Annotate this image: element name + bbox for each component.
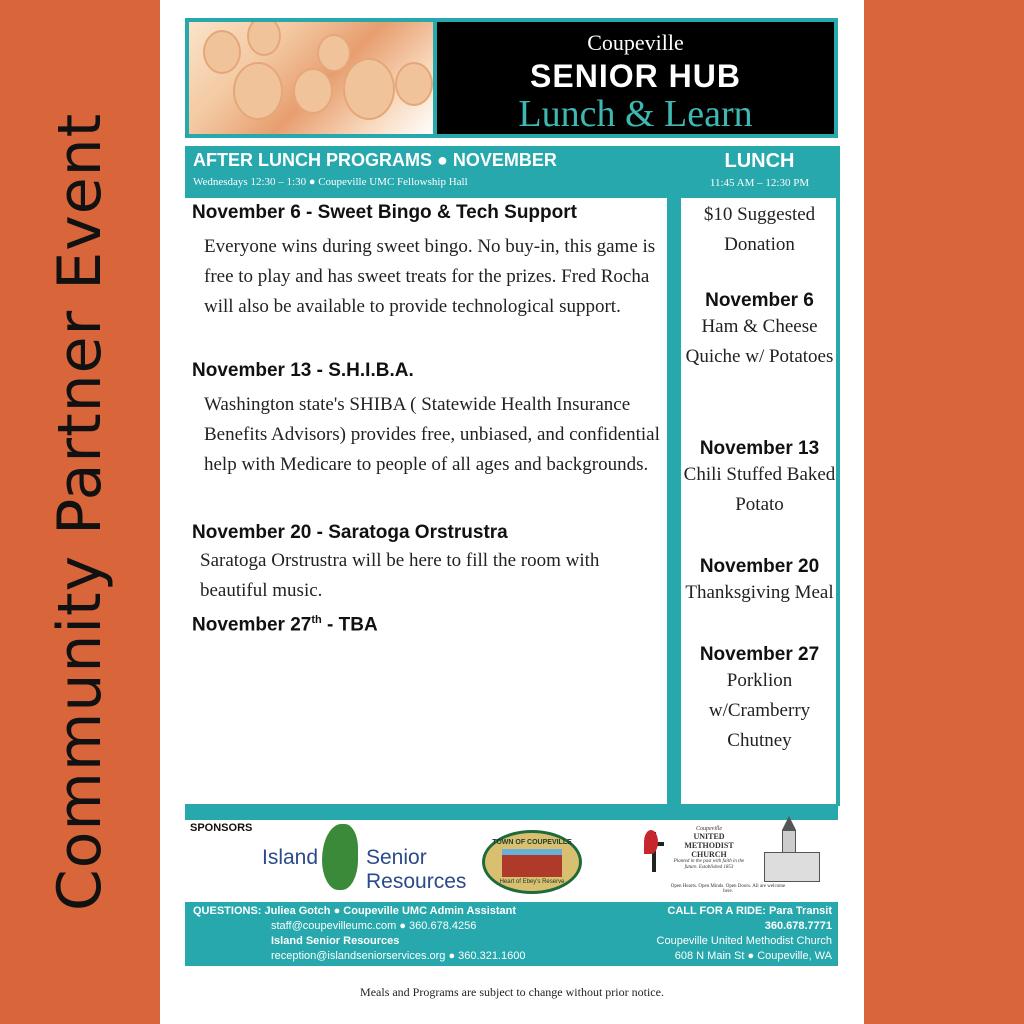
menu-date: November 20	[699, 556, 820, 577]
lunch-donation	[681, 200, 838, 260]
programs-header	[185, 146, 669, 198]
event-description: Saratoga Orstrustra will be here to fill the room with beautiful music.	[200, 550, 600, 601]
ride-label: CALL FOR A RIDE: Para Transit	[667, 905, 832, 917]
questions-contact: QUESTIONS: Juliea Gotch ● Coupeville UMC Admin Assistant	[193, 905, 517, 917]
event-title: November 13 - S.H.I.B.A.	[192, 360, 414, 381]
side-banner-text: Community Partner Event	[45, 112, 115, 912]
barn-icon	[502, 849, 562, 877]
church-name: Coupeville United Methodist Church	[656, 935, 832, 947]
programs-subheading: Wednesdays 12:30 – 1:30 ● Coupeville UMC Fellowship Hall	[193, 176, 468, 188]
sponsors-label: SPONSORS	[190, 822, 253, 834]
title-town: Coupeville	[587, 30, 684, 55]
island-senior-resources-logo: Island Senior Resources	[262, 824, 462, 894]
event-4	[192, 614, 662, 636]
flame-icon	[644, 830, 658, 854]
event-description: Washington state's SHIBA ( Statewide Health Insurance Benefits Advisors) provides free, unbiased, and confidential help with Medicare to people of all ages and backgrounds.	[204, 394, 660, 475]
seniors-photo	[189, 22, 433, 134]
menu-dish: Thanksgiving Meal	[685, 582, 834, 603]
menu-item	[681, 290, 838, 372]
menu-date: November 27	[699, 644, 820, 665]
isr-name: Island Senior Resources	[271, 935, 400, 947]
town-seal-logo: TOWN OF COUPEVILLE Heart of Ebey's Reserve	[482, 830, 582, 894]
menu-date: November 13	[699, 438, 820, 459]
umc-logo: Coupeville UNITED METHODIST CHURCH Planted in the past with faith in the future. Established 1853 Open Hearts. Open Minds. Open Doors. All are welcome here.	[642, 826, 832, 898]
staff-email: staff@coupevilleumc.com ● 360.678.4256	[271, 920, 477, 932]
isr-reception: reception@islandseniorservices.org ● 360.321.1600	[271, 950, 526, 962]
sponsors-divider	[185, 804, 838, 820]
church-icon	[754, 826, 832, 884]
column-divider	[667, 146, 681, 806]
contact-info	[185, 902, 838, 966]
menu-item	[681, 644, 838, 756]
donation-text: $10 Suggested Donation	[703, 204, 816, 255]
event-title: November 20 - Saratoga Orstrustra	[192, 522, 508, 543]
leaf-icon	[322, 824, 358, 890]
lunch-header	[681, 146, 838, 198]
title-sub: Lunch & Learn	[518, 93, 753, 135]
title-main: SENIOR HUB	[530, 58, 741, 94]
lunch-heading: LUNCH	[724, 150, 795, 172]
event-2	[192, 360, 662, 480]
event-1	[192, 202, 662, 322]
flyer	[160, 0, 864, 1024]
programs-heading: AFTER LUNCH PROGRAMS ● NOVEMBER	[193, 150, 557, 170]
menu-dish: Chili Stuffed Baked Potato	[683, 464, 836, 515]
church-address: 608 N Main St ● Coupeville, WA	[674, 950, 832, 962]
title-box	[437, 22, 834, 134]
ride-phone: 360.678.7771	[764, 920, 832, 932]
event-description: Everyone wins during sweet bingo. No buy-in, this game is free to play and has sweet treats for the prizes. Fred Rocha will also be available to provide technological support.	[204, 236, 656, 317]
menu-item	[681, 438, 838, 520]
event-title: November 27th - TBA	[192, 614, 378, 636]
disclaimer: Meals and Programs are subject to change without prior notice.	[360, 985, 664, 999]
menu-dish: Porklion w/Cramberry Chutney	[708, 670, 811, 751]
header	[185, 18, 838, 138]
event-3	[192, 522, 662, 606]
menu-dish: Ham & Cheese Quiche w/ Potatoes	[685, 316, 834, 367]
side-banner	[0, 0, 160, 1024]
menu-item	[681, 556, 838, 608]
lunch-time: 11:45 AM – 12:30 PM	[709, 177, 810, 189]
event-title: November 6 - Sweet Bingo & Tech Support	[192, 202, 577, 223]
menu-date: November 6	[705, 290, 814, 311]
